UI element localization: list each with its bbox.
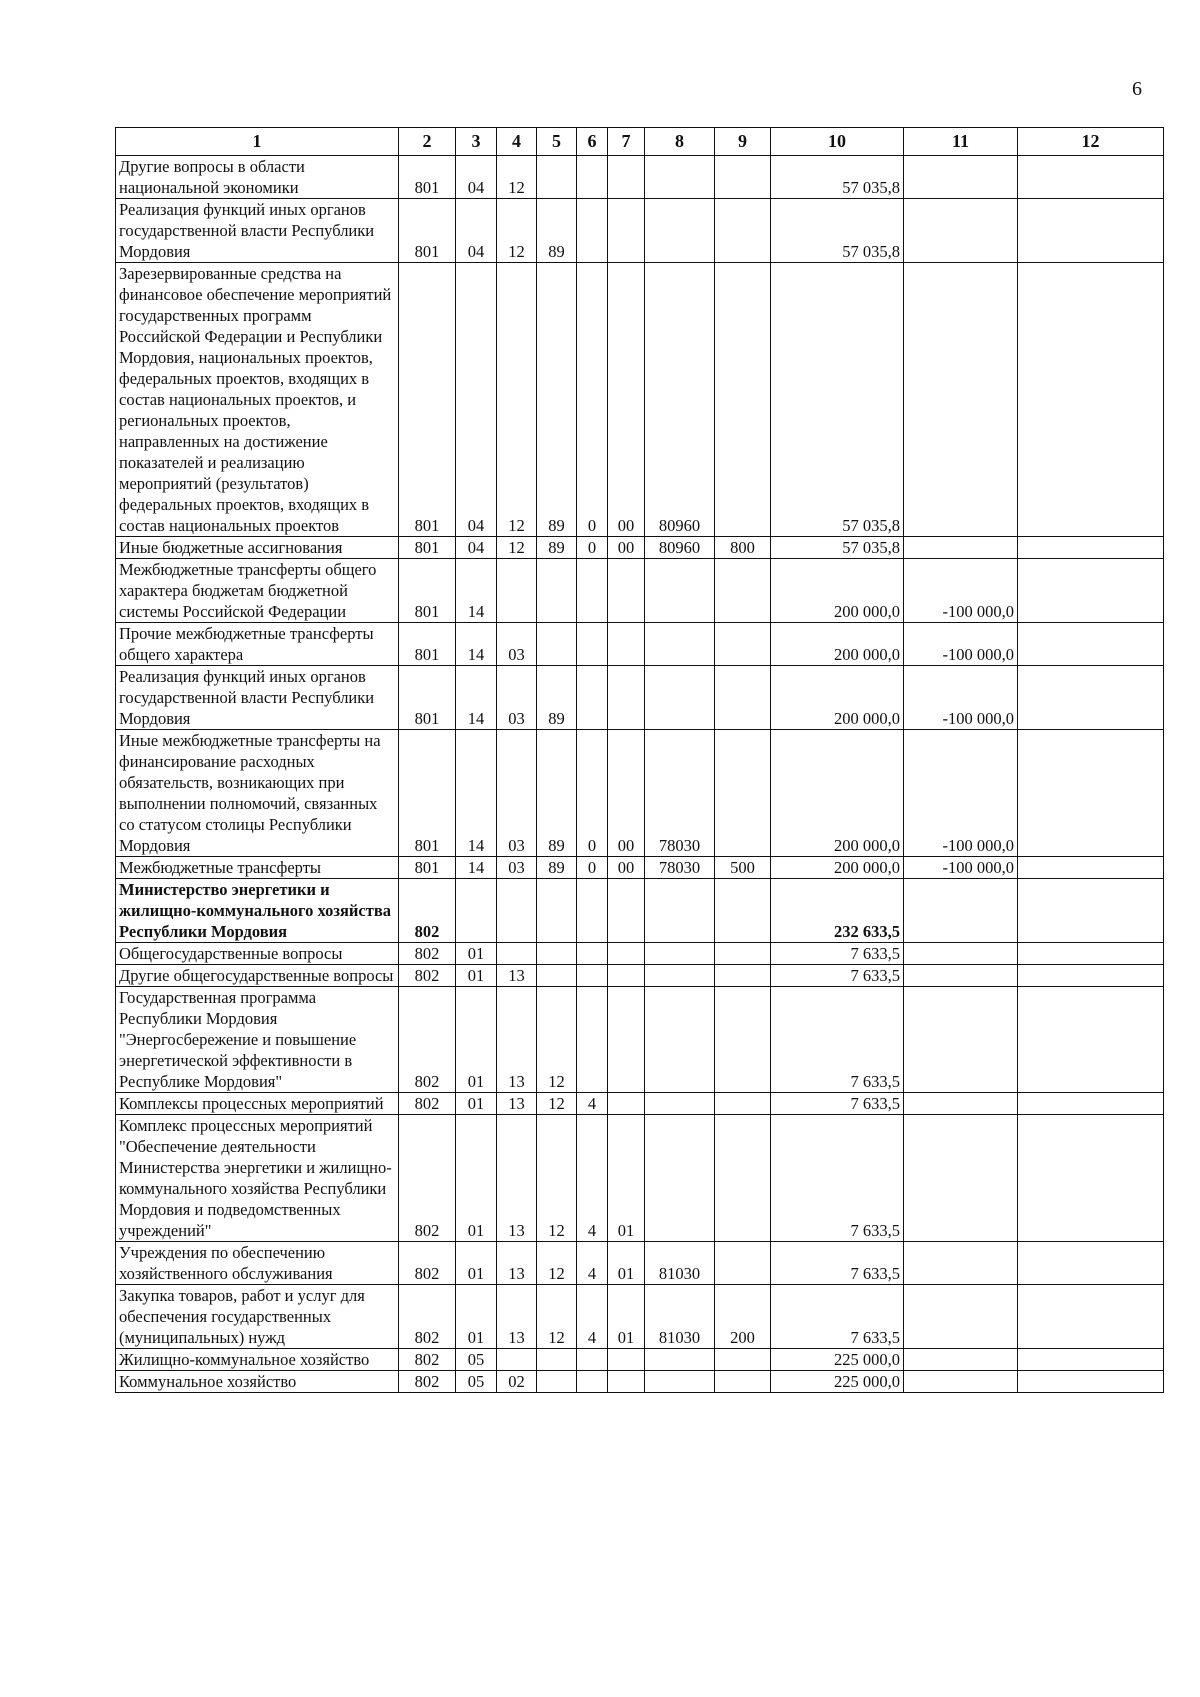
code-section: 14 <box>456 666 497 730</box>
amount-col-12 <box>1018 1093 1164 1115</box>
code-subsection: 03 <box>497 623 537 666</box>
code-structural-element: 00 <box>608 857 645 879</box>
column-header-9: 9 <box>715 128 771 156</box>
code-expense-type <box>715 987 771 1093</box>
code-section: 04 <box>456 537 497 559</box>
amount-col-12 <box>1018 199 1164 263</box>
code-expense-type: 500 <box>715 857 771 879</box>
code-section: 14 <box>456 559 497 623</box>
code-expense-direction <box>645 1115 715 1242</box>
code-subsection: 03 <box>497 730 537 857</box>
item-name: Зарезервированные средства на финансовое обеспечение мероприятий государственных программ Российской Федерации и Республики Мордовия, национальных проектов, федеральных проектов, входящих в состав национальных проектов, и региональных проектов, направленных на достижение показателей и реализацию мероприятий (результатов) федеральных проектов, входящих в состав национальных проектов <box>116 263 399 537</box>
code-program: 89 <box>537 730 577 857</box>
table-row <box>116 879 1164 943</box>
amount-col-11 <box>904 263 1018 537</box>
column-header-5: 5 <box>537 128 577 156</box>
code-expense-type: 800 <box>715 537 771 559</box>
header-row <box>116 128 1164 156</box>
code-ministry: 802 <box>399 965 456 987</box>
table-row <box>116 1115 1164 1242</box>
item-name: Другие вопросы в области национальной экономики <box>116 156 399 199</box>
amount-col-11: -100 000,0 <box>904 623 1018 666</box>
amount-col-11 <box>904 156 1018 199</box>
item-name: Жилищно-коммунальное хозяйство <box>116 1349 399 1371</box>
item-name: Министерство энергетики и жилищно-коммунального хозяйства Республики Мордовия <box>116 879 399 943</box>
code-program-type: 4 <box>577 1285 608 1349</box>
code-program <box>537 879 577 943</box>
code-program: 89 <box>537 199 577 263</box>
code-ministry: 801 <box>399 263 456 537</box>
amount-col-10: 7 633,5 <box>771 1115 904 1242</box>
table-row <box>116 559 1164 623</box>
code-program-type <box>577 879 608 943</box>
item-name: Государственная программа Республики Мордовия "Энергосбережение и повышение энергетической эффективности в Республике Мордовия" <box>116 987 399 1093</box>
amount-col-11 <box>904 943 1018 965</box>
amount-col-10: 7 633,5 <box>771 1242 904 1285</box>
code-expense-type <box>715 965 771 987</box>
code-expense-type <box>715 263 771 537</box>
amount-col-10: 232 633,5 <box>771 879 904 943</box>
amount-col-11 <box>904 1242 1018 1285</box>
item-name: Общегосударственные вопросы <box>116 943 399 965</box>
code-section: 01 <box>456 1093 497 1115</box>
code-structural-element: 01 <box>608 1242 645 1285</box>
item-name: Прочие межбюджетные трансферты общего характера <box>116 623 399 666</box>
table-row <box>116 987 1164 1093</box>
code-structural-element <box>608 623 645 666</box>
code-expense-direction <box>645 559 715 623</box>
amount-col-11 <box>904 199 1018 263</box>
item-name: Комплекс процессных мероприятий "Обеспечение деятельности Министерства энергетики и жилищно-коммунального хозяйства Республики Мордовия и подведомственных учреждений" <box>116 1115 399 1242</box>
code-ministry: 801 <box>399 857 456 879</box>
code-subsection <box>497 943 537 965</box>
code-expense-direction <box>645 1349 715 1371</box>
code-subsection: 03 <box>497 666 537 730</box>
amount-col-11 <box>904 879 1018 943</box>
code-program-type: 0 <box>577 857 608 879</box>
code-program-type <box>577 156 608 199</box>
code-ministry: 801 <box>399 199 456 263</box>
code-ministry: 802 <box>399 1115 456 1242</box>
code-section: 14 <box>456 730 497 857</box>
item-name: Учреждения по обеспечению хозяйственного обслуживания <box>116 1242 399 1285</box>
item-name: Другие общегосударственные вопросы <box>116 965 399 987</box>
code-program <box>537 943 577 965</box>
code-program <box>537 1349 577 1371</box>
amount-col-10: 7 633,5 <box>771 943 904 965</box>
code-expense-type <box>715 879 771 943</box>
code-expense-type <box>715 1349 771 1371</box>
code-expense-direction <box>645 199 715 263</box>
code-subsection: 13 <box>497 1115 537 1242</box>
table-row <box>116 623 1164 666</box>
amount-col-11: -100 000,0 <box>904 857 1018 879</box>
code-expense-direction: 78030 <box>645 857 715 879</box>
item-name: Комплексы процессных мероприятий <box>116 1093 399 1115</box>
column-header-6: 6 <box>577 128 608 156</box>
code-expense-direction <box>645 156 715 199</box>
amount-col-10: 57 035,8 <box>771 156 904 199</box>
column-header-3: 3 <box>456 128 497 156</box>
code-expense-direction: 78030 <box>645 730 715 857</box>
code-program: 89 <box>537 537 577 559</box>
code-section <box>456 879 497 943</box>
table-row <box>116 1285 1164 1349</box>
code-expense-direction <box>645 1371 715 1393</box>
code-section: 01 <box>456 1242 497 1285</box>
code-program: 12 <box>537 1242 577 1285</box>
amount-col-10: 200 000,0 <box>771 666 904 730</box>
code-program-type <box>577 1371 608 1393</box>
code-program: 89 <box>537 857 577 879</box>
code-section: 14 <box>456 857 497 879</box>
code-ministry: 802 <box>399 1093 456 1115</box>
code-ministry: 801 <box>399 730 456 857</box>
amount-col-10: 7 633,5 <box>771 987 904 1093</box>
code-expense-direction <box>645 623 715 666</box>
item-name: Межбюджетные трансферты общего характера бюджетам бюджетной системы Российской Федерации <box>116 559 399 623</box>
amount-col-11 <box>904 1115 1018 1242</box>
code-subsection: 12 <box>497 537 537 559</box>
amount-col-11 <box>904 1093 1018 1115</box>
code-program-type: 4 <box>577 1115 608 1242</box>
table-row <box>116 537 1164 559</box>
code-expense-direction <box>645 987 715 1093</box>
code-ministry: 802 <box>399 1349 456 1371</box>
code-expense-type: 200 <box>715 1285 771 1349</box>
table-row <box>116 666 1164 730</box>
table-row <box>116 199 1164 263</box>
code-subsection: 02 <box>497 1371 537 1393</box>
code-expense-type <box>715 666 771 730</box>
amount-col-10: 200 000,0 <box>771 623 904 666</box>
code-program: 12 <box>537 1115 577 1242</box>
code-ministry: 801 <box>399 156 456 199</box>
item-name: Межбюджетные трансферты <box>116 857 399 879</box>
column-header-7: 7 <box>608 128 645 156</box>
code-ministry: 801 <box>399 559 456 623</box>
code-program-type: 4 <box>577 1093 608 1115</box>
code-section: 01 <box>456 1115 497 1242</box>
code-subsection: 13 <box>497 1093 537 1115</box>
amount-col-12 <box>1018 857 1164 879</box>
amount-col-11: -100 000,0 <box>904 730 1018 857</box>
amount-col-12 <box>1018 666 1164 730</box>
table-row <box>116 730 1164 857</box>
code-program-type <box>577 199 608 263</box>
code-subsection: 13 <box>497 965 537 987</box>
code-expense-type <box>715 559 771 623</box>
amount-col-11 <box>904 1349 1018 1371</box>
code-structural-element <box>608 559 645 623</box>
amount-col-12 <box>1018 730 1164 857</box>
code-expense-type <box>715 199 771 263</box>
amount-col-12 <box>1018 1371 1164 1393</box>
code-expense-direction <box>645 1093 715 1115</box>
amount-col-10: 200 000,0 <box>771 857 904 879</box>
amount-col-10: 200 000,0 <box>771 730 904 857</box>
amount-col-12 <box>1018 156 1164 199</box>
item-name: Иные бюджетные ассигнования <box>116 537 399 559</box>
item-name: Реализация функций иных органов государственной власти Республики Мордовия <box>116 199 399 263</box>
code-section: 05 <box>456 1371 497 1393</box>
table-row <box>116 263 1164 537</box>
amount-col-12 <box>1018 943 1164 965</box>
code-structural-element: 01 <box>608 1115 645 1242</box>
amount-col-12 <box>1018 537 1164 559</box>
code-structural-element <box>608 1371 645 1393</box>
column-header-10: 10 <box>771 128 904 156</box>
column-header-2: 2 <box>399 128 456 156</box>
amount-col-11 <box>904 987 1018 1093</box>
column-header-8: 8 <box>645 128 715 156</box>
code-ministry: 801 <box>399 623 456 666</box>
item-name: Закупка товаров, работ и услуг для обеспечения государственных (муниципальных) нужд <box>116 1285 399 1349</box>
page-number: 6 <box>1132 78 1142 100</box>
code-subsection: 03 <box>497 857 537 879</box>
amount-col-10: 7 633,5 <box>771 965 904 987</box>
code-program-type <box>577 559 608 623</box>
code-subsection: 12 <box>497 156 537 199</box>
code-structural-element <box>608 156 645 199</box>
code-expense-type <box>715 623 771 666</box>
amount-col-11 <box>904 537 1018 559</box>
code-subsection <box>497 1349 537 1371</box>
code-program <box>537 623 577 666</box>
code-program-type: 0 <box>577 263 608 537</box>
table-row <box>116 1242 1164 1285</box>
code-program: 12 <box>537 987 577 1093</box>
code-expense-direction <box>645 943 715 965</box>
code-expense-type <box>715 1242 771 1285</box>
code-program: 89 <box>537 263 577 537</box>
amount-col-12 <box>1018 965 1164 987</box>
amount-col-12 <box>1018 263 1164 537</box>
table-row <box>116 1349 1164 1371</box>
table-row <box>116 965 1164 987</box>
budget-table <box>115 127 1164 1393</box>
amount-col-10: 225 000,0 <box>771 1371 904 1393</box>
code-ministry: 802 <box>399 879 456 943</box>
code-structural-element: 01 <box>608 1285 645 1349</box>
code-ministry: 801 <box>399 537 456 559</box>
item-name: Иные межбюджетные трансферты на финансирование расходных обязательств, возникающих при выполнении полномочий, связанных со статусом столицы Республики Мордовия <box>116 730 399 857</box>
code-structural-element <box>608 199 645 263</box>
code-expense-type <box>715 730 771 857</box>
code-program <box>537 965 577 987</box>
amount-col-10: 57 035,8 <box>771 263 904 537</box>
code-section: 01 <box>456 1285 497 1349</box>
column-header-1: 1 <box>116 128 399 156</box>
code-structural-element: 00 <box>608 537 645 559</box>
code-expense-direction <box>645 965 715 987</box>
code-expense-direction <box>645 879 715 943</box>
code-expense-type <box>715 943 771 965</box>
code-section: 04 <box>456 156 497 199</box>
code-structural-element: 00 <box>608 263 645 537</box>
code-ministry: 802 <box>399 1371 456 1393</box>
table-row <box>116 857 1164 879</box>
amount-col-12 <box>1018 879 1164 943</box>
amount-col-12 <box>1018 623 1164 666</box>
code-program-type: 0 <box>577 730 608 857</box>
amount-col-12 <box>1018 1115 1164 1242</box>
code-subsection: 12 <box>497 199 537 263</box>
code-section: 05 <box>456 1349 497 1371</box>
code-expense-direction: 81030 <box>645 1242 715 1285</box>
amount-col-11: -100 000,0 <box>904 559 1018 623</box>
code-expense-type <box>715 1115 771 1242</box>
item-name: Коммунальное хозяйство <box>116 1371 399 1393</box>
code-ministry: 802 <box>399 943 456 965</box>
amount-col-12 <box>1018 1242 1164 1285</box>
table-row <box>116 943 1164 965</box>
column-header-4: 4 <box>497 128 537 156</box>
code-section: 04 <box>456 199 497 263</box>
code-subsection: 13 <box>497 1242 537 1285</box>
amount-col-12 <box>1018 1285 1164 1349</box>
amount-col-12 <box>1018 559 1164 623</box>
code-ministry: 802 <box>399 987 456 1093</box>
code-subsection: 13 <box>497 1285 537 1349</box>
amount-col-11 <box>904 1285 1018 1349</box>
amount-col-10: 225 000,0 <box>771 1349 904 1371</box>
amount-col-11: -100 000,0 <box>904 666 1018 730</box>
code-program-type <box>577 623 608 666</box>
code-structural-element <box>608 879 645 943</box>
code-structural-element: 00 <box>608 730 645 857</box>
code-expense-direction: 80960 <box>645 537 715 559</box>
column-header-12: 12 <box>1018 128 1164 156</box>
amount-col-10: 57 035,8 <box>771 537 904 559</box>
code-program-type <box>577 666 608 730</box>
table-row <box>116 1371 1164 1393</box>
code-structural-element <box>608 943 645 965</box>
code-program: 89 <box>537 666 577 730</box>
amount-col-10: 57 035,8 <box>771 199 904 263</box>
code-program-type <box>577 1349 608 1371</box>
code-section: 04 <box>456 263 497 537</box>
code-program-type <box>577 943 608 965</box>
code-expense-type <box>715 156 771 199</box>
code-ministry: 802 <box>399 1285 456 1349</box>
code-section: 01 <box>456 965 497 987</box>
code-section: 14 <box>456 623 497 666</box>
code-ministry: 801 <box>399 666 456 730</box>
code-program <box>537 1371 577 1393</box>
code-program-type: 4 <box>577 1242 608 1285</box>
amount-col-12 <box>1018 987 1164 1093</box>
code-expense-direction: 81030 <box>645 1285 715 1349</box>
code-program-type <box>577 987 608 1093</box>
amount-col-11 <box>904 1371 1018 1393</box>
code-expense-direction: 80960 <box>645 263 715 537</box>
code-structural-element <box>608 987 645 1093</box>
code-program: 12 <box>537 1285 577 1349</box>
amount-col-10: 200 000,0 <box>771 559 904 623</box>
amount-col-10: 7 633,5 <box>771 1093 904 1115</box>
code-structural-element <box>608 666 645 730</box>
code-program <box>537 559 577 623</box>
code-subsection: 13 <box>497 987 537 1093</box>
code-expense-type <box>715 1371 771 1393</box>
table-row <box>116 156 1164 199</box>
code-section: 01 <box>456 943 497 965</box>
code-program <box>537 156 577 199</box>
table-row <box>116 1093 1164 1115</box>
code-subsection <box>497 559 537 623</box>
column-header-11: 11 <box>904 128 1018 156</box>
table-body <box>116 156 1164 1393</box>
code-subsection <box>497 879 537 943</box>
code-program: 12 <box>537 1093 577 1115</box>
amount-col-12 <box>1018 1349 1164 1371</box>
code-structural-element <box>608 1093 645 1115</box>
code-program-type: 0 <box>577 537 608 559</box>
code-subsection: 12 <box>497 263 537 537</box>
code-expense-type <box>715 1093 771 1115</box>
code-structural-element <box>608 1349 645 1371</box>
code-structural-element <box>608 965 645 987</box>
code-section: 01 <box>456 987 497 1093</box>
amount-col-11 <box>904 965 1018 987</box>
amount-col-10: 7 633,5 <box>771 1285 904 1349</box>
code-expense-direction <box>645 666 715 730</box>
code-program-type <box>577 965 608 987</box>
item-name: Реализация функций иных органов государственной власти Республики Мордовия <box>116 666 399 730</box>
code-ministry: 802 <box>399 1242 456 1285</box>
